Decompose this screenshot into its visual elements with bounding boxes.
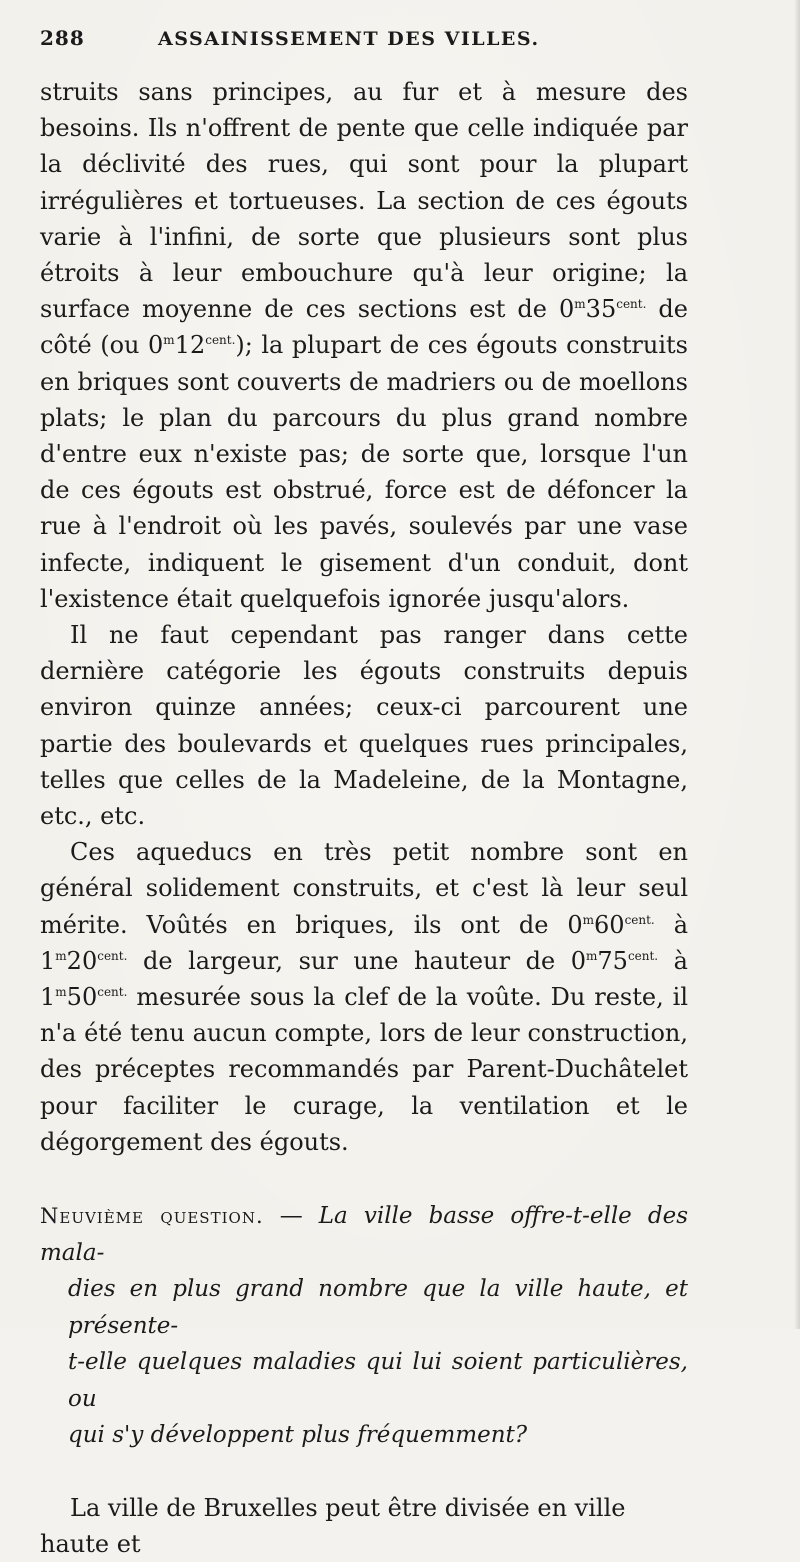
paragraph-recent-sewers: Il ne faut cependant pas ranger dans cette dernière catégorie les égouts construits depuis environ quinze années; ceux-ci parcourent une partie des boulevards et quelques rues principales, telles que celles de la Madeleine, de la Montagne, etc., etc. [40,621,688,831]
paragraph-sewer-sections [40,74,688,617]
unit-mark: m [55,985,67,1000]
unit-mark: m [55,948,67,963]
paragraph-aqueducts [40,834,688,1160]
unit-mark: cent. [97,985,128,1000]
unit-mark: cent. [205,333,236,348]
running-head [40,26,688,74]
question-line-3: t-elle quelques maladies qui lui soient particulières, ou [68,1349,688,1412]
unit-mark: m [574,297,586,312]
text-run: struits sans principes, au fur et à mesure des besoins. Ils n'offrent de pente que celle indiquée par la déclivité des rues, qui sont pour la plupart irrégulières et tortueuses. La section de ces égouts varie à l'infini, de sorte que plusieurs sont plus étroits à leur embouchure qu'à leur origine; la surface moyenne de ces sections est de 0 [40,78,688,324]
measure-value: 12 [174,331,206,360]
running-title: ASSAINISSEMENT DES VILLES. [158,28,540,50]
question-dash: — [263,1203,319,1230]
unit-mark: m [163,333,175,348]
text-run: de largeur, sur une hauteur de 0 [127,946,586,975]
question-line-4: qui s'y développent plus fréquemment? [68,1422,528,1449]
measure-value: 35 [585,295,617,324]
body-text [40,74,688,1160]
paragraph-brussels: La ville de Bruxelles peut être divisée en ville haute et [40,1493,626,1558]
text-run: à 1 [40,946,688,1012]
question-label: Neuvième question. [40,1204,264,1229]
text-run: ); la plupart de ces égouts construits en briques sont couverts de madriers ou de moellons plats; le plan du parcours du plus grand nombre d'entre eux n'existe pas; de sorte que, lorsque l'un de ces égouts est obstrué, force est de défoncer la rue à l'endroit où les pavés, soulevés par une vase infecte, indiquent le gisement d'un conduit, dont l'existence était quelquefois ignorée jusqu'alors. [40,331,688,613]
text-run: à 1 [40,910,689,975]
text-run: mesurée sous la clef de la voûte. Du reste, il n'a été tenu aucun compte, lors de leur construction, des préceptes recommandés par Parent-Duchâtelet pour faciliter le curage, la ventilation et le dégorgement des égouts. [40,983,688,1156]
text-run: Ces aqueducs en très petit nombre sont en général solidement construits, et c'est là leur seul mérite. Voûtés en briques, ils ont de 0 [40,838,688,939]
question-text: La ville basse offre-t-elle des mala- [40,1203,688,1266]
unit-mark: cent. [97,948,128,963]
measure-value: 50 [66,983,98,1012]
text-run: de côté (ou 0 [40,295,688,360]
question-line-2: dies en plus grand nombre que la ville haute, et présente- [68,1276,688,1339]
page-number: 288 [40,26,85,50]
unit-mark: m [582,912,595,927]
unit-mark: m [586,948,598,963]
unit-mark: cent. [627,948,659,963]
measure-value: 75 [597,946,628,975]
question-block [40,1198,688,1454]
unit-mark: cent. [616,297,647,312]
question-line-1 [40,1198,688,1271]
measure-value: 20 [66,946,98,975]
unit-mark: cent. [624,912,655,927]
page-edge-shadow [794,0,800,1329]
measure-value: 60 [594,910,625,939]
